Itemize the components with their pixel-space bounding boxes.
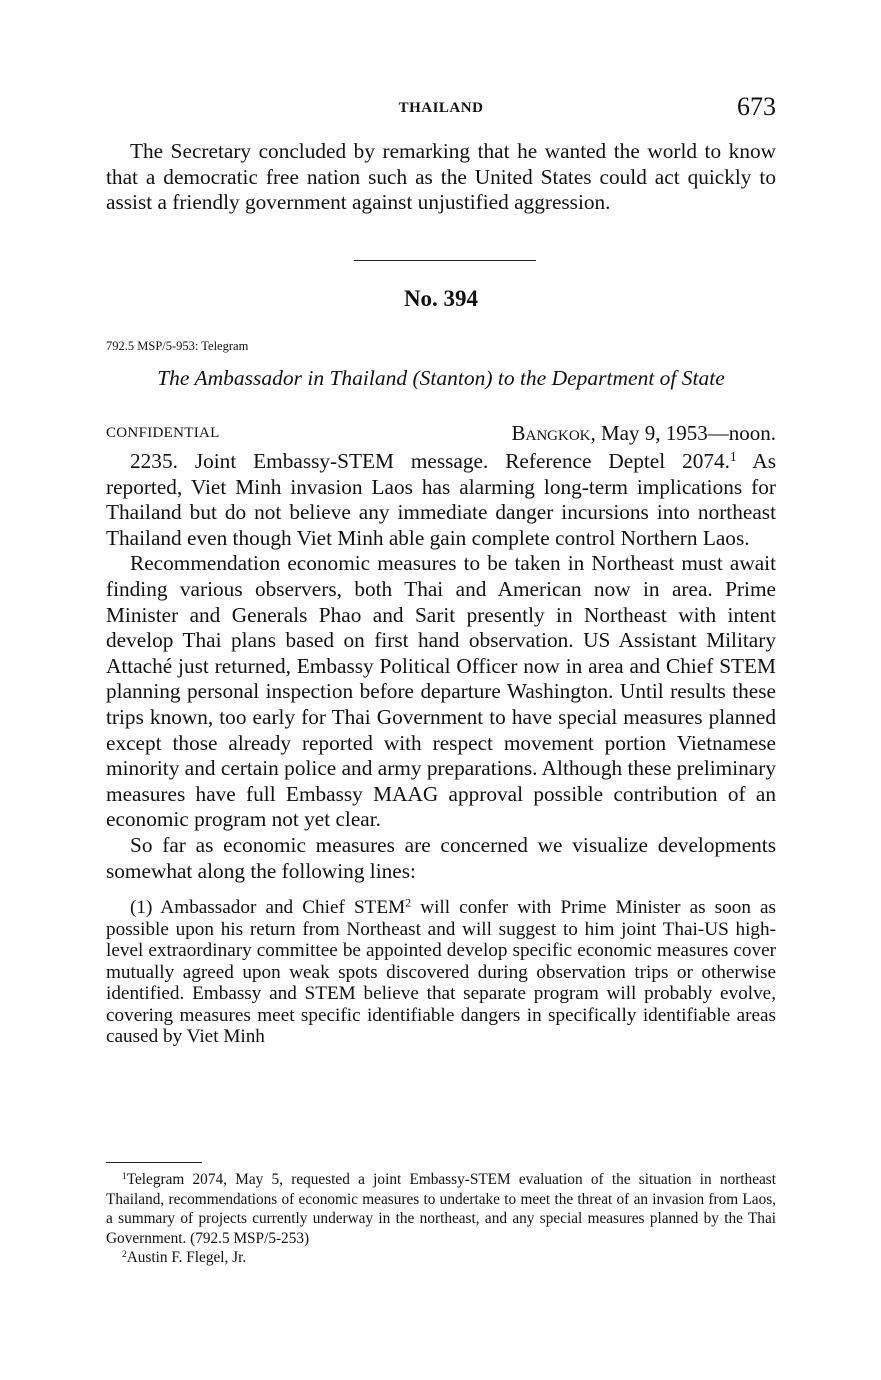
footnote-divider	[106, 1162, 202, 1163]
footnote	[106, 1170, 776, 1248]
place-name: Bangkok,	[511, 421, 596, 445]
carryover-section	[106, 139, 776, 216]
running-header	[106, 92, 776, 122]
numbered-item	[106, 897, 776, 1048]
date-text: May 9, 1953—noon.	[601, 421, 776, 445]
section-divider	[354, 260, 536, 261]
footnotes	[106, 1170, 776, 1268]
footnote-marker: 1	[122, 1171, 127, 1182]
file-reference: 792.5 MSP/5-953: Telegram	[106, 339, 249, 353]
running-title: THAILAND	[398, 100, 484, 116]
body-paragraph	[106, 449, 776, 551]
document-number: No. 394	[403, 286, 479, 311]
telegram-body	[106, 449, 776, 1048]
footnote	[106, 1248, 776, 1268]
footnote-reference: 2	[405, 895, 412, 910]
dateline	[106, 421, 776, 447]
carryover-paragraph: The Secretary concluded by remarking that he wanted the world to know that a democratic free nation such as the United States could act quickly to assist a friendly government against unjustified aggression.	[106, 139, 776, 215]
footnote-reference: 1	[730, 448, 737, 464]
document-title: The Ambassador in Thailand (Stanton) to the Department of State	[157, 366, 725, 390]
item-text: (1) Ambassador and Chief STEM	[130, 897, 406, 919]
paragraph-text: 2235. Joint Embassy-STEM message. Reference Deptel 2074.	[130, 449, 730, 473]
body-paragraph: Recommendation economic measures to be taken in Northeast must await finding various observers, both Thai and American now in area. Prime Minister and Generals Phao and Sarit presently in Northeast with intent develop Thai plans based on first hand observation. US Assistant Military Attaché just returned, Embassy Political Officer now in area and Chief STEM planning personal inspection before departure Washington. Until results these trips known, too early for Thai Government to have special measures planned except those already reported with respect movement portion Vietnamese minority and certain police and army preparations. Although these preliminary measures have full Embassy MAAG approval possible contribution of an economic program not yet clear.	[106, 551, 776, 832]
page-number: 673	[737, 92, 776, 121]
item-text: will confer with Prime Minister as soon as possible upon his return from Northeast and will suggest to him joint Thai-US high-level extraordinary committee be appointed develop specific economic measures cover mutually agreed upon weak spots discovered during observation trips or otherwise identified. Embassy and STEM believe that separate program will probably evolve, covering measures meet specific identifiable dangers in specifically identifiable areas caused by Viet Minh	[106, 897, 776, 1048]
place-and-date	[511, 421, 776, 446]
classification-marking: CONFIDENTIAL	[106, 425, 220, 441]
paragraph-text: As reported, Viet Minh invasion Laos has alarming long-term implications for Thailand but do not believe any immediate danger incursions into northeast Thailand even though Viet Minh able gain complete control Northern Laos.	[106, 449, 776, 550]
footnote-text: Austin F. Flegel, Jr.	[126, 1249, 247, 1267]
footnote-text: Telegram 2074, May 5, requested a joint Embassy-STEM evaluation of the situation in northeast Thailand, recommendations of economic measures to undertake to meet the threat of an invasion from Laos, a summary of projects currently underway in the northeast, and any special measures planned by the Thai Government. (792.5 MSP/5-253)	[106, 1171, 776, 1247]
body-paragraph: So far as economic measures are concerned we visualize developments somewhat along the following lines:	[106, 832, 776, 883]
footnote-marker: 2	[122, 1250, 127, 1261]
